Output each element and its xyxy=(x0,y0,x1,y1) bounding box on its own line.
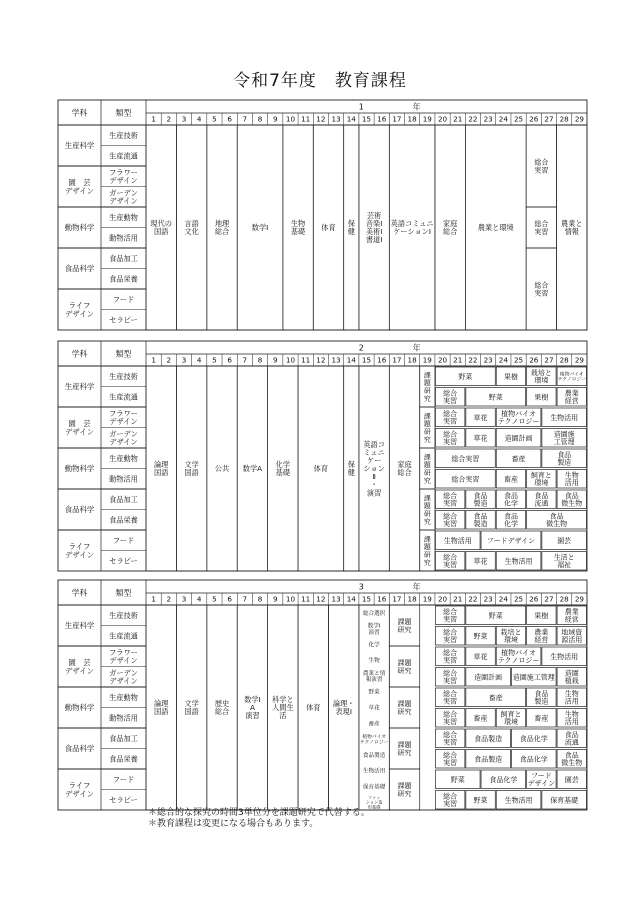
subject-cell-label: 総合実習 xyxy=(443,730,458,747)
type-name: フード xyxy=(112,294,135,304)
subject-cell-label: 食品微生物 xyxy=(561,491,583,508)
type-name: フラワーデザイン xyxy=(109,167,138,185)
elective-option: 生物活用 xyxy=(362,768,386,775)
period-number: 21 xyxy=(453,594,463,604)
type-name: 動物活用 xyxy=(109,474,138,484)
subject-cell-label: 園芸 xyxy=(557,536,572,545)
period-number: 16 xyxy=(377,355,387,365)
subject-cell-label: 総合実習 xyxy=(443,553,458,570)
subject-cell-label: 生物活用 xyxy=(504,796,533,805)
period-number: 3 xyxy=(181,594,187,604)
dept-name: 動物科学 xyxy=(64,703,95,713)
grade-number: 2 xyxy=(358,343,364,353)
subject-cell-label: 生物活用 xyxy=(550,413,579,422)
period-number: 15 xyxy=(361,114,372,124)
period-number: 26 xyxy=(529,114,539,124)
subject-cell-label: 畜産 xyxy=(473,714,488,723)
period-number: 19 xyxy=(422,594,432,604)
period-number: 24 xyxy=(498,355,508,365)
period-number: 17 xyxy=(392,355,402,365)
type-name: 食品加工 xyxy=(109,253,138,263)
period-number: 4 xyxy=(196,594,202,604)
subject-cell-label: 造園植栽 xyxy=(564,669,579,686)
period-number: 10 xyxy=(285,355,296,365)
period-number: 29 xyxy=(574,114,584,124)
subject-cell-label: 食品製造 xyxy=(534,689,549,706)
subject-cell-label: 総合実習 xyxy=(443,751,458,768)
header-ruikei: 類型 xyxy=(115,588,132,598)
period-number: 19 xyxy=(422,114,432,124)
type-name: ガーデンデザイン xyxy=(109,668,138,686)
subject-cell-label: 総合実習 xyxy=(443,491,458,508)
period-number: 25 xyxy=(513,355,524,365)
type-name: セラピー xyxy=(109,795,138,805)
subject-cell-label: 造園計画 xyxy=(474,673,503,682)
subject-cell-label: 飼育と環境 xyxy=(530,471,552,488)
subject-cell-label: 草花 xyxy=(473,652,488,661)
subject-cell-label: 生物活用 xyxy=(564,471,579,488)
common-subject-label: 数学Ⅰ A 演習 xyxy=(244,695,261,721)
common-subject-label: 文学国語 xyxy=(184,699,199,717)
subject-cell-label: 食品製造 xyxy=(473,512,488,529)
subject-cell-label: 地域資源活用 xyxy=(561,628,583,645)
kadai-kenkyu-label: 課題研究 xyxy=(397,618,412,634)
period-number: 9 xyxy=(272,355,278,365)
grade-number: 3 xyxy=(358,582,364,592)
type-name: 食品栄養 xyxy=(109,515,138,525)
subject-cell-label: 栽培と環境 xyxy=(500,628,522,645)
common-subject-label: 現代の国語 xyxy=(150,219,172,237)
type-name: 食品栄養 xyxy=(109,754,138,764)
subject-cell-label: 総合実習 xyxy=(443,389,458,406)
subject-cell-label: 総合実習 xyxy=(451,475,480,484)
common-subject-label: 論理国語 xyxy=(154,699,169,717)
subject-cell-label: 畜産 xyxy=(534,714,549,723)
type-name: 食品加工 xyxy=(109,733,138,743)
subject-cell-label: 保育基礎 xyxy=(550,796,579,805)
subject-cell-label: 生物活用 xyxy=(564,710,579,727)
subject-cell-label: 食品化学 xyxy=(503,512,518,529)
elective-option: 総合選択 xyxy=(362,610,386,617)
period-number: 23 xyxy=(483,594,493,604)
kadai-kenkyu-label: 課題研究 xyxy=(423,412,431,444)
period-number: 6 xyxy=(227,114,232,124)
subject-cell-label: 総合実習 xyxy=(443,669,458,686)
period-number: 18 xyxy=(407,355,417,365)
period-number: 14 xyxy=(346,355,356,365)
period-number: 14 xyxy=(346,594,356,604)
period-number: 12 xyxy=(316,594,326,604)
subject-cell-label: 野菜 xyxy=(458,372,473,381)
subject-cell-label: 総合実習 xyxy=(443,628,458,645)
period-number: 16 xyxy=(377,114,387,124)
common-subject-label: 保健 xyxy=(347,219,355,237)
type-name: セラピー xyxy=(109,315,138,325)
header-ruikei: 類型 xyxy=(115,349,132,359)
subject-cell-label: フードデザイン xyxy=(527,771,556,788)
common-subject-label: 論理国語 xyxy=(154,460,169,478)
subject-cell-label: 草花 xyxy=(473,434,488,443)
subject-cell-label: 総合実習 xyxy=(443,710,458,727)
subject-cell-label: 造園施工管理 xyxy=(553,430,575,447)
subject-cell-label: 生物活用 xyxy=(504,557,533,566)
page-title: 令和7年度 教育課程 xyxy=(233,71,407,91)
subject-cell-label: 農業経営 xyxy=(564,607,579,624)
subject-cell-label: 野菜 xyxy=(488,611,503,620)
period-number: 2 xyxy=(166,355,172,365)
subject-cell-label: 植物バイオテクノロジー xyxy=(557,372,586,383)
period-number: 17 xyxy=(392,594,402,604)
header-gakka: 学科 xyxy=(71,108,88,118)
type-name: セラピー xyxy=(109,556,138,566)
common-subject-label: 化学基礎 xyxy=(275,460,291,478)
dept-name: 園 芸デザイン xyxy=(64,419,95,437)
subject-cell-label: 畜産 xyxy=(503,475,518,484)
period-number: 12 xyxy=(316,355,326,365)
common-subject-label: 英語コミュニケーション Ⅱ ・演習 xyxy=(363,439,385,498)
period-number: 13 xyxy=(331,594,341,604)
period-number: 4 xyxy=(196,355,202,365)
dept-name: 食品科学 xyxy=(64,264,95,274)
type-name: ガーデンデザイン xyxy=(109,429,138,447)
period-number: 29 xyxy=(574,594,584,604)
period-number: 26 xyxy=(529,355,539,365)
period-number: 21 xyxy=(453,355,463,365)
type-name: 生産動物 xyxy=(109,212,138,222)
subject-cell-label: 総合実習 xyxy=(443,430,458,447)
kadai-kenkyu-label: 課題研究 xyxy=(423,535,431,567)
period-number: 22 xyxy=(468,355,478,365)
subject-cell-label: 総合実習 xyxy=(443,409,458,426)
type-name: 動物活用 xyxy=(109,233,138,243)
subject-cell-label: 食品化学 xyxy=(503,491,518,508)
subject-cell-label: 食品製造 xyxy=(474,755,503,764)
period-number: 22 xyxy=(468,114,478,124)
elective-option: 野菜 xyxy=(368,689,380,696)
period-number: 9 xyxy=(272,114,278,124)
dept-name: 食品科学 xyxy=(64,505,95,515)
elective-option: 数学Ⅰ 演習 xyxy=(367,623,381,636)
period-number: 25 xyxy=(513,594,524,604)
period-number: 7 xyxy=(242,594,248,604)
header-nen: 年 xyxy=(412,343,421,353)
header-gakka: 学科 xyxy=(71,588,88,598)
practice-block-label: 総合実習 xyxy=(534,220,549,236)
subject-cell-label: 食品微生物 xyxy=(561,751,583,768)
period-number: 26 xyxy=(529,594,539,604)
subject-cell-label: 生物活用 xyxy=(550,652,579,661)
header-gakka: 学科 xyxy=(71,349,88,359)
type-name: 食品栄養 xyxy=(109,274,138,284)
subject-cell-label: 総合実習 xyxy=(443,607,458,624)
common-subject-label: 文学国語 xyxy=(184,460,199,478)
dept-name: 生産科学 xyxy=(64,621,95,631)
type-name: 生産技術 xyxy=(109,371,138,381)
subject-cell-label: 総合実習 xyxy=(451,454,480,463)
period-number: 16 xyxy=(377,594,387,604)
subject-cell-label: 飼育と環境 xyxy=(500,710,522,727)
period-number: 13 xyxy=(331,114,341,124)
period-number: 28 xyxy=(559,594,569,604)
subject-cell-label: 果樹 xyxy=(534,393,549,402)
type-name: フード xyxy=(112,535,135,545)
common-subject-label: 言語文化 xyxy=(184,219,199,237)
elective-option: 食品製造 xyxy=(362,752,386,759)
kadai-kenkyu-label: 課題研究 xyxy=(423,371,431,403)
subject-cell-label: 園芸 xyxy=(564,775,579,784)
period-number: 25 xyxy=(513,114,524,124)
type-name: 生産技術 xyxy=(109,130,138,140)
subject-cell-label: 食品流通 xyxy=(534,491,549,508)
header-nen: 年 xyxy=(412,102,421,112)
subject-cell-label: 野菜 xyxy=(488,393,503,402)
period-number: 8 xyxy=(257,114,263,124)
common-subject-label: 農業と環境 xyxy=(477,223,514,233)
type-name: 生産技術 xyxy=(109,610,138,620)
subject-cell-label: 畜産 xyxy=(511,454,526,463)
type-name: ガーデンデザイン xyxy=(109,188,138,206)
type-name: 食品加工 xyxy=(109,494,138,504)
note-1: ＊総合的な探究の時間3単位分を課題研究で代替する。 xyxy=(148,808,370,818)
subject-cell-label: 植物バイオテクノロジー xyxy=(497,648,540,665)
subject-cell-label: フードデザイン xyxy=(486,536,536,545)
kadai-kenkyu-label: 課題研究 xyxy=(397,700,412,716)
period-number: 12 xyxy=(316,114,326,124)
dept-name: ライフデザイン xyxy=(64,781,95,799)
period-number: 27 xyxy=(544,114,554,124)
elective-option: ファッション造形基礎 xyxy=(365,794,383,810)
subject-cell-label: 総合実習 xyxy=(443,689,458,706)
common-subject-label: 数学Ⅰ xyxy=(251,223,269,233)
period-number: 23 xyxy=(483,355,493,365)
period-number: 1 xyxy=(151,114,156,124)
type-name: 生産動物 xyxy=(109,453,138,463)
common-subject-label: 論理・表現Ⅰ xyxy=(332,699,355,717)
subject-cell-label: 総合実習 xyxy=(443,512,458,529)
period-number: 4 xyxy=(196,114,202,124)
note-2: ＊教育課程は変更になる場合もあります。 xyxy=(148,819,319,829)
type-name: 生産流通 xyxy=(109,631,138,641)
common-subject-label: 芸術音楽Ⅰ 美術Ⅰ 書道Ⅰ xyxy=(365,210,383,245)
elective-option: 植物バイオテクノロジー xyxy=(359,735,389,746)
subject-cell-label: 野菜 xyxy=(473,632,488,641)
dept-name: ライフデザイン xyxy=(64,542,95,560)
common-subject-label: 家庭総合 xyxy=(442,219,458,237)
kadai-kenkyu-label: 課題研究 xyxy=(423,453,431,485)
period-number: 13 xyxy=(331,355,341,365)
period-number: 24 xyxy=(498,594,508,604)
common-subject-label: 体育 xyxy=(321,223,336,233)
period-number: 27 xyxy=(544,355,554,365)
subject-cell-label: 栽培と環境 xyxy=(530,368,552,385)
subject-cell-label: 食品製造 xyxy=(473,491,488,508)
dept-name: 生産科学 xyxy=(64,382,95,392)
period-number: 20 xyxy=(437,114,448,124)
subject-cell-label: 生活と福祉 xyxy=(553,553,575,570)
common-subject-label: 体育 xyxy=(313,464,329,474)
period-number: 7 xyxy=(242,114,248,124)
period-number: 21 xyxy=(453,114,463,124)
period-number: 2 xyxy=(166,594,172,604)
period-number: 6 xyxy=(227,355,232,365)
period-number: 14 xyxy=(346,114,356,124)
type-name: 動物活用 xyxy=(109,713,138,723)
period-number: 28 xyxy=(559,114,569,124)
period-number: 11 xyxy=(301,355,311,365)
period-number: 9 xyxy=(272,594,278,604)
common-subject-label: 地理総合 xyxy=(214,219,230,237)
subject-cell-label: 農業経営 xyxy=(534,628,549,645)
dept-name: 園 芸デザイン xyxy=(64,658,95,676)
period-number: 28 xyxy=(559,355,569,365)
common-subject-label: 歴史総合 xyxy=(214,699,230,717)
common-subject-label: 公共 xyxy=(214,464,230,474)
elective-option: 農業と情報演習 xyxy=(362,670,386,684)
header-nen: 年 xyxy=(412,582,421,592)
period-number: 19 xyxy=(422,355,432,365)
subject-cell-label: 食品化学 xyxy=(519,755,548,764)
common-subject-label: 家庭総合 xyxy=(397,460,412,478)
type-name: 生産動物 xyxy=(109,692,138,702)
common-subject-label: 数学A xyxy=(242,464,263,474)
period-number: 10 xyxy=(285,594,296,604)
period-number: 24 xyxy=(498,114,508,124)
type-name: 生産流通 xyxy=(109,392,138,402)
subject-cell-label: 食品化学 xyxy=(519,734,548,743)
period-number: 29 xyxy=(574,355,584,365)
kadai-kenkyu-label: 課題研究 xyxy=(397,741,412,757)
grade-number: 1 xyxy=(358,102,364,112)
period-number: 22 xyxy=(468,594,478,604)
period-number: 17 xyxy=(392,114,402,124)
type-name: フラワーデザイン xyxy=(109,647,138,665)
period-number: 5 xyxy=(212,594,217,604)
period-number: 27 xyxy=(544,594,554,604)
period-number: 10 xyxy=(285,114,296,124)
elective-option: 化学 xyxy=(368,642,380,649)
subject-cell-label: 食品製造 xyxy=(474,734,503,743)
subject-cell-label: 総合実習 xyxy=(443,648,458,665)
elective-option: 草花 xyxy=(368,705,380,712)
elective-option: 生物 xyxy=(368,658,380,665)
subject-cell-label: 野菜 xyxy=(473,796,488,805)
common-subject-label: 体育 xyxy=(306,703,321,713)
subject-cell-label: 野菜 xyxy=(450,775,465,784)
period-number: 7 xyxy=(242,355,248,365)
subject-cell-label: 果樹 xyxy=(503,372,518,381)
subject-cell-label: 果樹 xyxy=(534,611,549,620)
period-number: 2 xyxy=(166,114,172,124)
kadai-kenkyu-label: 課題研究 xyxy=(397,659,412,675)
type-name: フード xyxy=(112,774,135,784)
common-subject-label: 保健 xyxy=(347,460,355,478)
type-name: フラワーデザイン xyxy=(109,408,138,426)
period-number: 23 xyxy=(483,114,493,124)
subject-cell-label: 造園計画 xyxy=(504,434,533,443)
elective-option: 畜産 xyxy=(368,721,380,728)
common-subject-label: 科学と人間生活 xyxy=(272,695,294,721)
subject-cell-label: 食品製造 xyxy=(557,450,572,467)
period-number: 1 xyxy=(151,355,156,365)
period-number: 15 xyxy=(361,355,372,365)
subject-cell-label: 植物バイオテクノロジー xyxy=(497,409,540,426)
subject-cell-label: 生物活用 xyxy=(443,536,472,545)
subject-cell-label: 食品化学 xyxy=(489,775,518,784)
common-subject-label: 生物基礎 xyxy=(290,219,306,237)
dept-name: 動物科学 xyxy=(64,464,95,474)
practice-block-label: 総合実習 xyxy=(534,158,549,175)
period-number: 3 xyxy=(181,355,187,365)
subject-cell-label: 草花 xyxy=(473,557,488,566)
period-number: 6 xyxy=(227,594,232,604)
subject-cell-label: 造園施工管理 xyxy=(512,673,555,682)
period-number: 1 xyxy=(151,594,156,604)
period-number: 3 xyxy=(181,114,187,124)
header-ruikei: 類型 xyxy=(115,108,132,118)
period-number: 11 xyxy=(301,594,311,604)
period-number: 8 xyxy=(257,594,263,604)
kadai-kenkyu-label: 課題研究 xyxy=(397,782,412,798)
elective-option: 保育基礎 xyxy=(362,784,386,791)
subject-cell-label: 農業経営 xyxy=(564,389,579,406)
dept-name: 生産科学 xyxy=(64,141,95,151)
type-name: 生産流通 xyxy=(109,151,138,161)
dept-name: ライフデザイン xyxy=(64,301,95,319)
dept-name: 動物科学 xyxy=(64,223,95,233)
dept-name: 食品科学 xyxy=(64,744,95,754)
subject-cell-label: 食品流通 xyxy=(564,730,579,747)
period-number: 18 xyxy=(407,114,417,124)
subject-cell-label: 食品微生物 xyxy=(546,512,568,529)
period-number: 20 xyxy=(437,355,448,365)
subject-cell-label: 総合実習 xyxy=(443,792,458,809)
subject-cell-label: 生物活用 xyxy=(564,689,579,706)
period-number: 5 xyxy=(212,355,217,365)
dept-name: 園 芸デザイン xyxy=(64,178,95,196)
period-number: 5 xyxy=(212,114,217,124)
period-number: 8 xyxy=(257,355,263,365)
common-subject-label: 農業と情報 xyxy=(561,219,583,237)
period-number: 20 xyxy=(437,594,448,604)
common-subject-label: 英語コミュニケーションⅠ xyxy=(390,219,434,237)
period-number: 18 xyxy=(407,594,417,604)
kadai-kenkyu-label: 課題研究 xyxy=(423,494,431,526)
practice-block-label: 総合実習 xyxy=(534,281,549,298)
period-number: 15 xyxy=(361,594,372,604)
period-number: 11 xyxy=(301,114,311,124)
subject-cell-label: 草花 xyxy=(473,413,488,422)
subject-cell-label: 畜産 xyxy=(488,693,503,702)
